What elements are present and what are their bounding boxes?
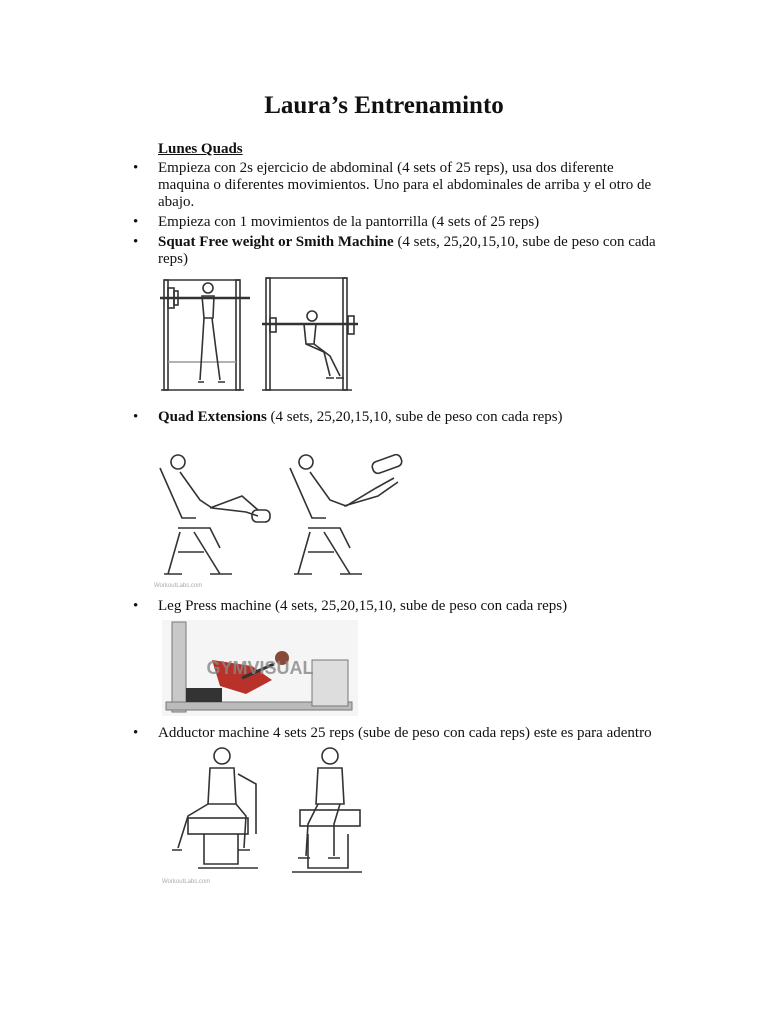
bullet-icon: • [133,160,139,176]
section-heading: Lunes Quads [158,141,243,157]
item-text: (4 sets, 25,20,15,10, sube de peso con cada reps) [158,234,656,267]
item-text: Adductor machine 4 sets 25 reps (sube de peso con cada reps) este es para adentro [158,725,652,741]
watermark-text: WorkoutLabs.com [162,879,211,885]
page-title: Laura’s Entrenaminto [264,92,504,119]
watermark-text: WorkoutLabs.com [154,583,203,589]
list-item [133,598,658,615]
item-text: (4 sets, 25,20,15,10, sube de peso con cada reps) [266,409,563,425]
bullet-icon: • [133,598,139,614]
item-bold-text: Squat Free weight or Smith Machine [158,234,394,250]
bullet-icon: • [133,725,139,741]
list-item [133,160,658,211]
watermark-text: GYMVISUAL [206,658,314,678]
list-item [133,234,658,268]
quad-extension-illustration [150,448,412,590]
item-bold-text: Quad Extensions [158,409,267,425]
leg-press-illustration [162,620,358,716]
bullet-icon: • [133,409,139,425]
list-item [133,214,658,231]
adductor-illustration [158,744,368,886]
item-text: Empieza con 1 movimientos de la pantorrilla (4 sets of 25 reps) [158,214,540,230]
squat-illustration [158,272,364,394]
bullet-icon: • [133,214,139,230]
list-item [133,409,658,426]
bullet-icon: • [133,234,139,250]
list-item [133,725,658,742]
item-text: Empieza con 2s ejercicio de abdominal (4 sets of 25 reps), usa dos diferente maquina o diferentes movimientos. Uno para el abdominales de arriba y el otro de abajo. [158,160,652,210]
item-text: Leg Press machine (4 sets, 25,20,15,10, sube de peso con cada reps) [158,598,568,614]
